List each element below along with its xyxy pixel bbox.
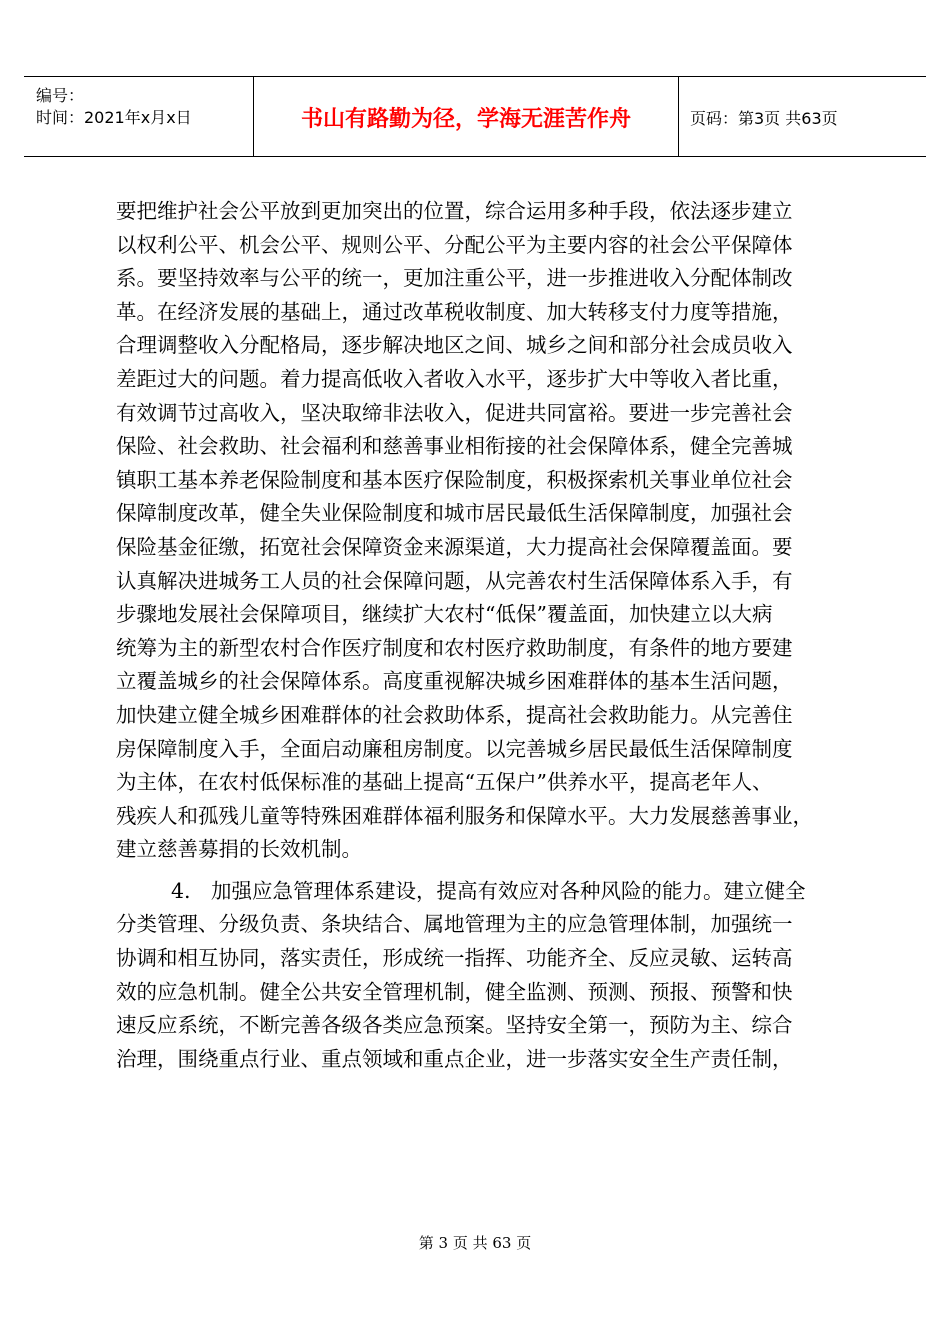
paragraph-line: 革。在经济发展的基础上，通过改革税收制度、加大转移支付力度等措施， — [116, 299, 793, 324]
paragraph-line: 保障制度改革，健全失业保险制度和城市居民最低生活保障制度，加强社会 — [116, 501, 793, 526]
paragraph-line: 步骤地发展社会保障项目，继续扩大农村“低保”覆盖面，加快建立以大病 — [116, 602, 773, 627]
section-4-line: 治理，围绕重点行业、重点领域和重点企业，进一步落实安全生产责任制， — [116, 1046, 793, 1071]
paragraph-line: 镇职工基本养老保险制度和基本医疗保险制度，积极探索机关事业单位社会 — [116, 467, 793, 492]
paragraph-line: 房保障制度入手，全面启动廉租房制度。以完善城乡居民最低生活保障制度 — [116, 736, 793, 761]
header-motto-cell — [254, 77, 679, 156]
header-meta-cell — [24, 77, 254, 156]
header-page-cell — [679, 77, 926, 156]
paragraph-line: 要把维护社会公平放到更加突出的位置，综合运用多种手段，依法逐步建立 — [116, 199, 793, 223]
paragraph-line: 建立慈善募捐的长效机制。 — [116, 837, 362, 862]
paragraph-line: 有效调节过高收入，坚决取缔非法收入，促进共同富裕。要进一步完善社会 — [116, 400, 793, 425]
header-motto: 书山有路勤为径，学海无涯苦作舟 — [300, 107, 631, 132]
paragraph-line: 残疾人和孤残儿童等特殊困难群体福利服务和保障水平。大力发展慈善事业， — [116, 803, 813, 828]
section-4-line: 分类管理、分级负责、条块结合、属地管理为主的应急管理体制，加强统一 — [116, 912, 793, 937]
paragraph-line: 为主体，在农村低保标准的基础上提高“五保户”供养水平，提高老年人、 — [116, 770, 773, 795]
page-footer: 第 3 页 共 63 页 — [418, 1234, 532, 1252]
paragraph-line: 系。要坚持效率与公平的统一，更加注重公平，进一步推进收入分配体制改 — [116, 266, 793, 291]
paragraph-line: 立覆盖城乡的社会保障体系。高度重视解决城乡困难群体的基本生活问题， — [116, 669, 793, 694]
paragraph-line: 合理调整收入分配格局，逐步解决地区之间、城乡之间和部分社会成员收入 — [116, 333, 793, 358]
header-page-code: 页码：第3页 共63页 — [690, 109, 838, 128]
paragraph-line: 差距过大的问题。着力提高低收入者收入水平，逐步扩大中等收入者比重， — [116, 366, 793, 391]
document-header — [24, 76, 926, 157]
paragraph-line: 以权利公平、机会公平、规则公平、分配公平为主要内容的社会公平保障体 — [116, 232, 793, 257]
paragraph-line: 加快建立健全城乡困难群体的社会救助体系，提高社会救助能力。从完善住 — [116, 702, 793, 727]
document-body — [116, 195, 846, 1076]
section-4-line: 4. 加强应急管理体系建设，提高有效应对各种风险的能力。建立健全 — [171, 878, 806, 903]
paragraph-line: 保险、社会救助、社会福利和慈善事业相衔接的社会保障体系，健全完善城 — [116, 434, 793, 459]
paragraph-line: 认真解决进城务工人员的社会保障问题，从完善农村生活保障体系入手，有 — [116, 568, 793, 593]
section-4-line: 协调和相互协同，落实责任，形成统一指挥、功能齐全、反应灵敏、运转高 — [116, 946, 793, 971]
document-number-label: 编号： — [36, 86, 85, 105]
document-time-label: 时间：2021年x月x日 — [36, 108, 192, 127]
section-4-line: 效的应急机制。健全公共安全管理机制，健全监测、预测、预报、预警和快 — [116, 979, 793, 1004]
section-4-line: 速反应系统，不断完善各级各类应急预案。坚持安全第一，预防为主、综合 — [116, 1013, 793, 1038]
paragraph-line: 统筹为主的新型农村合作医疗制度和农村医疗救助制度，有条件的地方要建 — [116, 635, 793, 660]
paragraph-line: 保险基金征缴，拓宽社会保障资金来源渠道，大力提高社会保障覆盖面。要 — [116, 534, 793, 559]
